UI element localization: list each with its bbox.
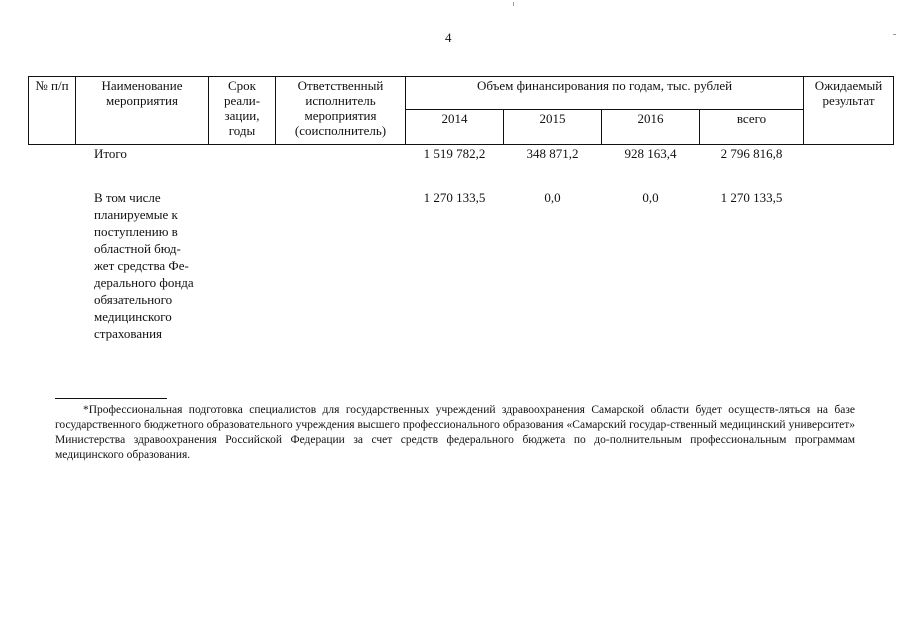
header-year-2014: 2014 (406, 110, 504, 145)
header-year-2016: 2016 (602, 110, 700, 145)
header-funding: Объем финансирования по годам, тыс. рублей (406, 77, 804, 110)
header-year-2015: 2015 (504, 110, 602, 145)
table-row (29, 189, 894, 342)
header-name: Наименование мероприятия (76, 77, 209, 145)
header-executor: Ответственный исполнитель мероприятия (соисполнитель) (276, 77, 406, 145)
row-value-2015: 348 871,2 (526, 146, 579, 161)
row-value-total: 2 796 816,8 (720, 146, 783, 161)
row-name: В том числе планируемые к поступлению в областной бюд-жет средства Фе-дерального фонда обязательного медицинского страхования (94, 190, 194, 341)
row-value-2016: 928 163,4 (624, 146, 677, 161)
row-value-total: 1 270 133,5 (720, 190, 783, 205)
header-result: Ожидаемый результат (804, 77, 894, 145)
header-term: Срок реали-зации, годы (209, 77, 276, 145)
page-number: 4 (445, 30, 452, 45)
footnote-divider (55, 398, 167, 399)
footnote-text: *Профессиональная подготовка специалистов для государственных учреждений здравоохранения Самарской области будет осуществ-ляться на базе государственного бюджетного образовательного учреждения высшего профессионального образования «Самарский государ-ственный медицинский университет» Министерства здравоохранения Российской Федерации за счет средств федерального бюджета по до-полнительным профессиональным программам медицинского образования. (55, 404, 855, 461)
scan-mark (893, 34, 896, 35)
financing-table (28, 76, 894, 342)
header-year-total: всего (700, 110, 804, 145)
table-row (29, 145, 894, 190)
row-name: Итого (94, 146, 127, 161)
row-value-2014: 1 270 133,5 (423, 190, 486, 205)
row-value-2016: 0,0 (642, 190, 659, 205)
scan-mark (513, 2, 514, 6)
row-value-2015: 0,0 (544, 190, 561, 205)
header-num: № п/п (29, 77, 76, 145)
row-value-2014: 1 519 782,2 (423, 146, 486, 161)
